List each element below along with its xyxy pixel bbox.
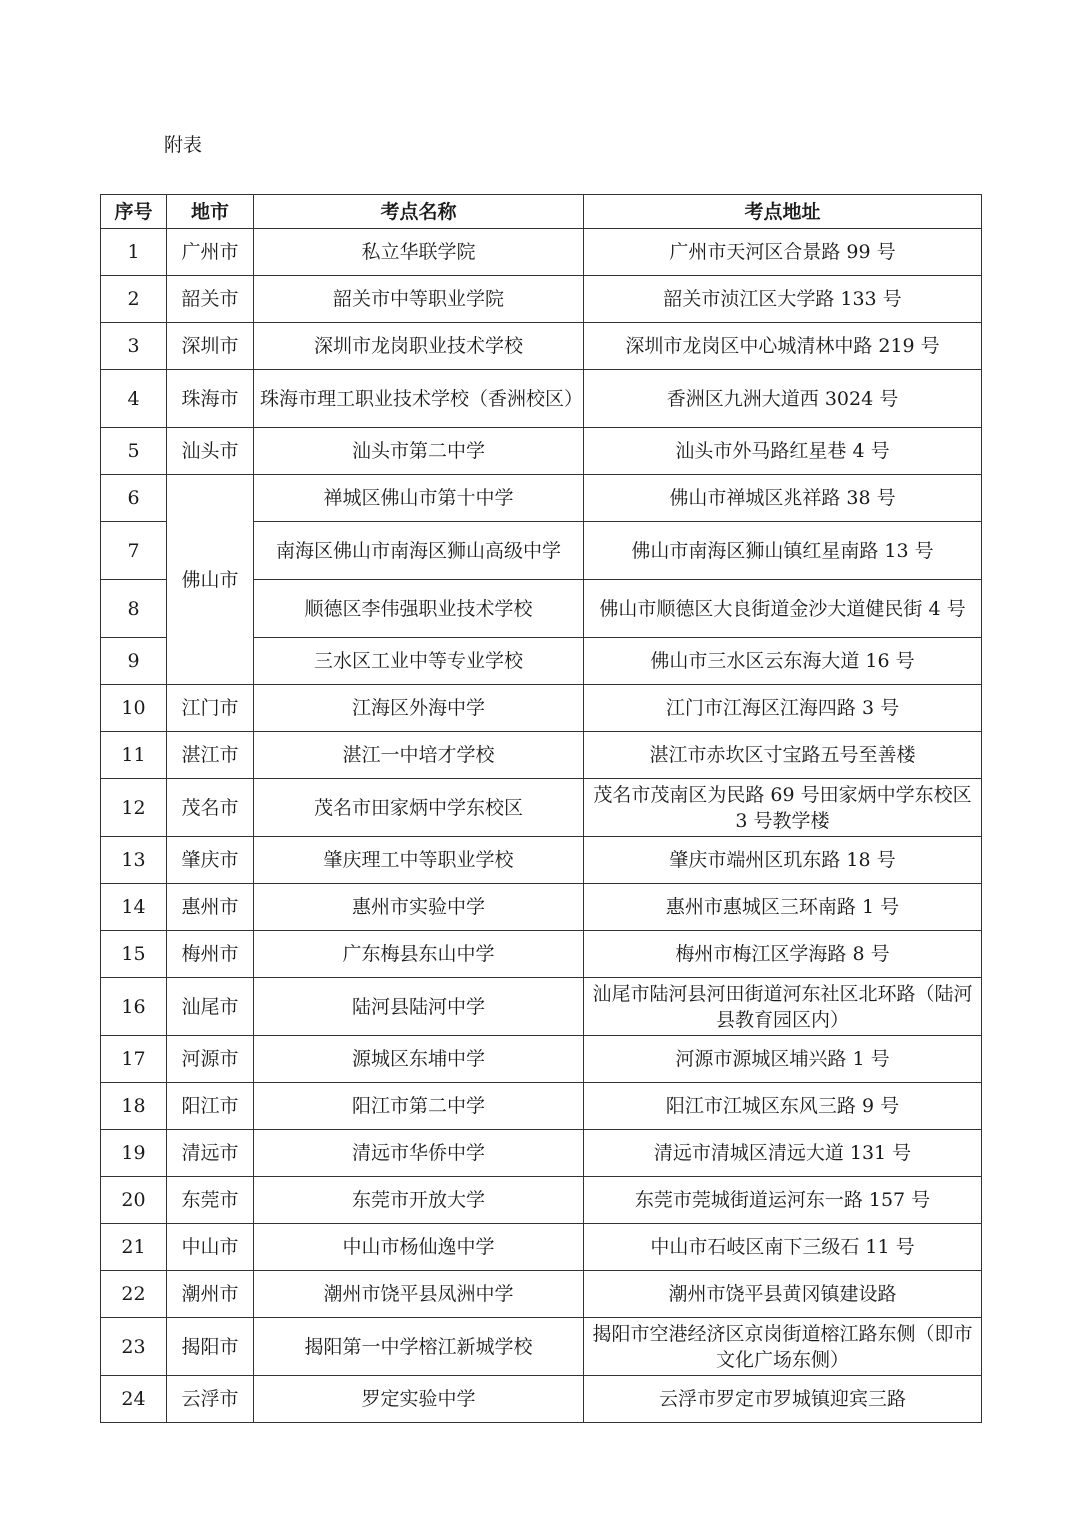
row-address: 河源市源城区埔兴路 1 号 (584, 1036, 982, 1083)
row-no: 4 (101, 370, 167, 428)
table-row (101, 685, 982, 732)
table-row (101, 978, 982, 1036)
row-no: 20 (101, 1177, 167, 1224)
row-city: 深圳市 (167, 323, 254, 370)
row-site-name: 珠海市理工职业技术学校（香洲校区） (254, 370, 584, 428)
row-city: 韶关市 (167, 276, 254, 323)
row-no: 2 (101, 276, 167, 323)
row-site-name: 潮州市饶平县凤洲中学 (254, 1271, 584, 1318)
table-row (101, 1376, 982, 1423)
table-row (101, 779, 982, 837)
row-no: 16 (101, 978, 167, 1036)
row-address: 佛山市顺德区大良街道金沙大道健民街 4 号 (584, 580, 982, 638)
row-no: 3 (101, 323, 167, 370)
row-site-name: 惠州市实验中学 (254, 884, 584, 931)
row-city: 汕尾市 (167, 978, 254, 1036)
row-address: 阳江市江城区东风三路 9 号 (584, 1083, 982, 1130)
row-no: 13 (101, 837, 167, 884)
row-site-name: 三水区工业中等专业学校 (254, 638, 584, 685)
row-city: 潮州市 (167, 1271, 254, 1318)
row-no: 17 (101, 1036, 167, 1083)
row-site-name: 私立华联学院 (254, 229, 584, 276)
row-site-name: 江海区外海中学 (254, 685, 584, 732)
table-row (101, 1177, 982, 1224)
row-no: 18 (101, 1083, 167, 1130)
row-address: 清远市清城区清远大道 131 号 (584, 1130, 982, 1177)
row-site-name: 清远市华侨中学 (254, 1130, 584, 1177)
row-address: 广州市天河区合景路 99 号 (584, 229, 982, 276)
row-city: 惠州市 (167, 884, 254, 931)
row-city: 茂名市 (167, 779, 254, 837)
row-city: 汕头市 (167, 428, 254, 475)
row-city: 阳江市 (167, 1083, 254, 1130)
row-city: 清远市 (167, 1130, 254, 1177)
row-city: 江门市 (167, 685, 254, 732)
row-address: 潮州市饶平县黄冈镇建设路 (584, 1271, 982, 1318)
row-address: 佛山市南海区狮山镇红星南路 13 号 (584, 522, 982, 580)
row-address: 湛江市赤坎区寸宝路五号至善楼 (584, 732, 982, 779)
row-no: 6 (101, 475, 167, 522)
table-row (101, 931, 982, 978)
table-row (101, 732, 982, 779)
row-address: 云浮市罗定市罗城镇迎宾三路 (584, 1376, 982, 1423)
row-address: 江门市江海区江海四路 3 号 (584, 685, 982, 732)
table-row (101, 323, 982, 370)
row-site-name: 源城区东埔中学 (254, 1036, 584, 1083)
table-row (101, 1318, 982, 1376)
row-no: 21 (101, 1224, 167, 1271)
table-row (101, 1130, 982, 1177)
row-site-name: 湛江一中培才学校 (254, 732, 584, 779)
row-site-name: 韶关市中等职业学院 (254, 276, 584, 323)
row-site-name: 罗定实验中学 (254, 1376, 584, 1423)
table-row (101, 1271, 982, 1318)
header-address: 考点地址 (584, 195, 982, 229)
page-label: 附表 (164, 134, 203, 156)
row-no: 12 (101, 779, 167, 837)
row-address: 汕尾市陆河县河田街道河东社区北环路（陆河县教育园区内） (584, 978, 982, 1036)
row-no: 23 (101, 1318, 167, 1376)
table-row (101, 837, 982, 884)
row-address: 深圳市龙岗区中心城清林中路 219 号 (584, 323, 982, 370)
row-address: 梅州市梅江区学海路 8 号 (584, 931, 982, 978)
row-city: 肇庆市 (167, 837, 254, 884)
exam-sites-table (100, 194, 982, 1423)
row-address: 肇庆市端州区玑东路 18 号 (584, 837, 982, 884)
row-site-name: 中山市杨仙逸中学 (254, 1224, 584, 1271)
table-row (101, 884, 982, 931)
row-address: 中山市石岐区南下三级石 11 号 (584, 1224, 982, 1271)
row-no: 19 (101, 1130, 167, 1177)
row-city-merged: 佛山市 (167, 475, 254, 685)
row-address: 茂名市茂南区为民路 69 号田家炳中学东校区 3 号教学楼 (584, 779, 982, 837)
row-site-name: 茂名市田家炳中学东校区 (254, 779, 584, 837)
table-row (101, 1083, 982, 1130)
row-city: 云浮市 (167, 1376, 254, 1423)
row-no: 8 (101, 580, 167, 638)
row-city: 广州市 (167, 229, 254, 276)
row-address: 惠州市惠城区三环南路 1 号 (584, 884, 982, 931)
table-row (101, 370, 982, 428)
row-no: 15 (101, 931, 167, 978)
row-no: 11 (101, 732, 167, 779)
row-no: 1 (101, 229, 167, 276)
row-no: 7 (101, 522, 167, 580)
row-no: 14 (101, 884, 167, 931)
header-name: 考点名称 (254, 195, 584, 229)
row-city: 东莞市 (167, 1177, 254, 1224)
row-address: 揭阳市空港经济区京岗街道榕江路东侧（即市文化广场东侧） (584, 1318, 982, 1376)
row-address: 佛山市三水区云东海大道 16 号 (584, 638, 982, 685)
row-address: 韶关市浈江区大学路 133 号 (584, 276, 982, 323)
row-address: 佛山市禅城区兆祥路 38 号 (584, 475, 982, 522)
row-site-name: 顺德区李伟强职业技术学校 (254, 580, 584, 638)
row-address: 香洲区九洲大道西 3024 号 (584, 370, 982, 428)
row-site-name: 禅城区佛山市第十中学 (254, 475, 584, 522)
row-site-name: 南海区佛山市南海区狮山高级中学 (254, 522, 584, 580)
row-address: 东莞市莞城街道运河东一路 157 号 (584, 1177, 982, 1224)
row-city: 梅州市 (167, 931, 254, 978)
row-no: 5 (101, 428, 167, 475)
table-row (101, 475, 982, 522)
row-site-name: 肇庆理工中等职业学校 (254, 837, 584, 884)
row-site-name: 陆河县陆河中学 (254, 978, 584, 1036)
row-address: 汕头市外马路红星巷 4 号 (584, 428, 982, 475)
row-site-name: 深圳市龙岗职业技术学校 (254, 323, 584, 370)
table-row (101, 1224, 982, 1271)
row-city: 湛江市 (167, 732, 254, 779)
header-city: 地市 (167, 195, 254, 229)
table-header-row (101, 195, 982, 229)
row-no: 24 (101, 1376, 167, 1423)
table-row (101, 229, 982, 276)
table-row (101, 276, 982, 323)
row-no: 10 (101, 685, 167, 732)
row-no: 9 (101, 638, 167, 685)
row-site-name: 汕头市第二中学 (254, 428, 584, 475)
row-site-name: 阳江市第二中学 (254, 1083, 584, 1130)
row-site-name: 东莞市开放大学 (254, 1177, 584, 1224)
row-site-name: 广东梅县东山中学 (254, 931, 584, 978)
row-no: 22 (101, 1271, 167, 1318)
row-city: 揭阳市 (167, 1318, 254, 1376)
table-row (101, 428, 982, 475)
row-city: 珠海市 (167, 370, 254, 428)
table-row (101, 1036, 982, 1083)
row-city: 中山市 (167, 1224, 254, 1271)
row-site-name: 揭阳第一中学榕江新城学校 (254, 1318, 584, 1376)
row-city: 河源市 (167, 1036, 254, 1083)
header-no: 序号 (101, 195, 167, 229)
